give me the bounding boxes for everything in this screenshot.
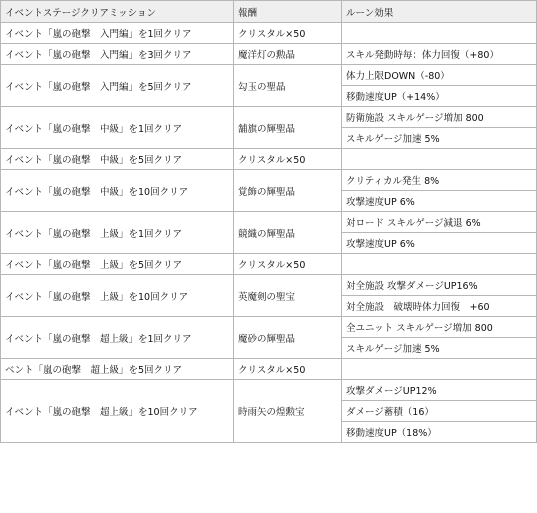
reward-cell: クリスタル×50	[234, 254, 342, 275]
table-row	[1, 317, 537, 338]
mission-cell: イベント「嵐の砲撃 上級」を10回クリア	[1, 275, 234, 317]
mission-cell: イベント「嵐の砲撃 中級」を10回クリア	[1, 170, 234, 212]
table-row	[1, 275, 537, 296]
mission-cell: イベント「嵐の砲撃 上級」を5回クリア	[1, 254, 234, 275]
mission-cell: イベント「嵐の砲撃 入門編」を3回クリア	[1, 44, 234, 65]
rune-effect-cell: 体力上限DOWN（-80）	[342, 65, 537, 86]
table-row	[1, 170, 537, 191]
rune-effect-cell: 攻撃ダメージUP12%	[342, 380, 537, 401]
rune-effect-cell: 対全施設 攻撃ダメージUP16%	[342, 275, 537, 296]
mission-cell: イベント「嵐の砲撃 超上級」を10回クリア	[1, 380, 234, 443]
rune-effect-cell: クリティカル発生 8%	[342, 170, 537, 191]
reward-cell: クリスタル×50	[234, 23, 342, 44]
rune-effect-cell: 移動速度UP（18%）	[342, 422, 537, 443]
table-row	[1, 23, 537, 44]
rune-effect-cell: 攻撃速度UP 6%	[342, 191, 537, 212]
mission-cell: イベント「嵐の砲撃 中級」を5回クリア	[1, 149, 234, 170]
rune-effect-cell	[342, 254, 537, 275]
rune-effect-cell: 移動速度UP（+14%）	[342, 86, 537, 107]
table-row	[1, 212, 537, 233]
table-row	[1, 359, 537, 380]
reward-cell: 勾玉の聖晶	[234, 65, 342, 107]
reward-cell: 時雨矢の煌勲宝	[234, 380, 342, 443]
mission-cell: イベント「嵐の砲撃 入門編」を1回クリア	[1, 23, 234, 44]
header-mission: イベントステージクリアミッション	[1, 1, 234, 23]
rune-effect-cell: 防衛施設 スキルゲージ増加 800	[342, 107, 537, 128]
reward-cell: クリスタル×50	[234, 359, 342, 380]
rune-effect-cell: スキルゲージ加速 5%	[342, 338, 537, 359]
mission-cell: イベント「嵐の砲撃 中級」を1回クリア	[1, 107, 234, 149]
table-row	[1, 107, 537, 128]
mission-cell: イベント「嵐の砲撃 上級」を1回クリア	[1, 212, 234, 254]
rune-effect-cell: スキル発動時毎：体力回復（+80）	[342, 44, 537, 65]
mission-cell: ベント「嵐の砲撃 超上級」を5回クリア	[1, 359, 234, 380]
table-row	[1, 380, 537, 401]
table-body	[1, 23, 537, 443]
reward-cell: 舗旗の輝聖晶	[234, 107, 342, 149]
mission-cell: イベント「嵐の砲撃 入門編」を5回クリア	[1, 65, 234, 107]
rune-effect-cell	[342, 359, 537, 380]
table-row	[1, 254, 537, 275]
table-row	[1, 65, 537, 86]
rune-effect-cell: 攻撃速度UP 6%	[342, 233, 537, 254]
reward-cell: クリスタル×50	[234, 149, 342, 170]
rune-effect-cell: ダメージ蓄積（16）	[342, 401, 537, 422]
reward-cell: 魔砂の輝聖晶	[234, 317, 342, 359]
reward-cell: 競織の輝聖晶	[234, 212, 342, 254]
rune-effect-cell: 対全施設 破壊時体力回復 +60	[342, 296, 537, 317]
rune-effect-cell	[342, 149, 537, 170]
reward-cell: 魔洋灯の勲晶	[234, 44, 342, 65]
rune-effect-cell	[342, 23, 537, 44]
header-rune-effect: ルーン効果	[342, 1, 537, 23]
table-row	[1, 149, 537, 170]
header-reward: 報酬	[234, 1, 342, 23]
reward-cell: 覚飾の輝聖晶	[234, 170, 342, 212]
rune-effect-cell: スキルゲージ加速 5%	[342, 128, 537, 149]
mission-cell: イベント「嵐の砲撃 超上級」を1回クリア	[1, 317, 234, 359]
rune-effect-cell: 全ユニット スキルゲージ増加 800	[342, 317, 537, 338]
rune-effect-cell: 対ロード スキルゲージ減退 6%	[342, 212, 537, 233]
table-row	[1, 44, 537, 65]
reward-cell: 英魔剣の聖宝	[234, 275, 342, 317]
header-row	[1, 1, 537, 23]
